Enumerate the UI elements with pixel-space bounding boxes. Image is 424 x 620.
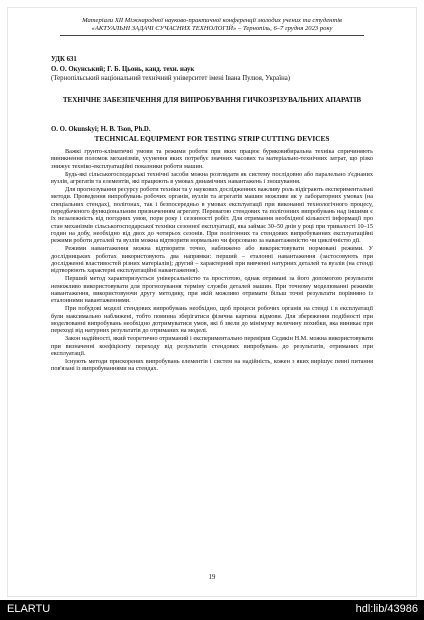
repository-footer-bar bbox=[0, 600, 424, 620]
udk-code: УДК 631 bbox=[51, 56, 77, 63]
article-body bbox=[51, 148, 373, 372]
title-en: TECHNICAL EQUIPMENT FOR TESTING STRIP CUTTING DEVICES bbox=[94, 134, 330, 143]
affiliation: (Тернопільський національний технічний університет імені Івана Пулюя, Україна) bbox=[51, 75, 291, 82]
paragraph: Будь-які сільськогосподарські технічні засоби можна розглядати як систему послідовно або паралельно з'єднаних вузлів, агрегатів та елементів, які працюють в умовах динамічних навантажень і зношування. bbox=[51, 170, 373, 185]
document-page bbox=[8, 8, 416, 596]
paragraph: Режими навантаження можна відтворити точно, наближено або використовувати нормовані режими. У дослідницьких роботах використовують два напрямки: перший – еталонні навантаження (застосовують при дослідженні властивостей різних матеріалів); другий – характерний при вивченні натурних деталей та вузлів (на стенді відтворюють характерні експлуатаційні навантаження). bbox=[51, 245, 373, 275]
paragraph: Закон надійності, який теоретично отриманий і експериментально перевірив Сєдякін Н.М. можна використовувати при визначенні коефіцієнту переходу від результатів стендових випробувань до результатів, отриманих при експлуатації. bbox=[51, 335, 373, 357]
paragraph: При побудові моделі стендових випробувань необхідно, щоб процеси робочих органів на стенді і в експлуатації були максимально наближені, тобто повинна зберігатися фізична картина відмови. Для збереження подібності при моделюванні випробувань необхідно дотримуватися умов, які б звели до мінімуму величину похибки, яка виникає при переході від натурних результатів до отриманих на моделі. bbox=[51, 305, 373, 335]
paragraph: Для прогнозування ресурсу роботи техніки та у наукових дослідженнях важливу роль відіграють експериментальні методи. Проведення випробувань робочих органів, вузлів та агрегатів машин можливе як у лабораторних умовах (на спеціальних стендах), полігонах, так і безпосередньо в умовах експлуатації при виконанні технологічного процесу, передбаченого функціональним призначенням агрегату. Перевагою стендових та полігонних випробувань над іншими є їх незалежність від погодних умов, пори року і сезонності робіт. Для отримання необхідної кількості інформації про стан механізмів сільськогосподарської техніки сезонної експлуатації, яка займає 30–50 днів у році при тривалості 10–15 годин на добу, необхідно від двох до чотирьох сезонів. При полігонних та стендових випробуваннях експлуатаційні режими роботи деталей та вузлів можна відтворити нормально чи форсовано за навантаженістю чи циклічністю дії. bbox=[51, 186, 373, 245]
page-number: 19 bbox=[208, 574, 216, 581]
authors-en: O. O. Okunskyi; H. B. Tson, Ph.D. bbox=[51, 126, 151, 133]
paragraph: Перший метод характеризується універсальністю та простотою, однак отримані за його допомогою результати неможливо використовувати для прогнозування терміну служби деталей машин. При точному моделюванні режимів навантаження, використовуючи другу методику, при якій можливо отримати більш точні результати порівняно із еталонними навантаженнями. bbox=[51, 275, 373, 305]
paragraph: Існують методи прискорених випробувань елементів і систем на надійність, кожен з яких вирішує певні питання пов'язані із випробуваннями на стендах. bbox=[51, 357, 373, 373]
header-rule bbox=[60, 35, 364, 36]
title-ua: ТЕХНІЧНЕ ЗАБЕЗПЕЧЕННЯ ДЛЯ ВИПРОБУВАННЯ ГИЧКОЗРІЗУВАЛЬНИХ АПАРАТІВ bbox=[62, 96, 362, 104]
header-line-2: «АКТУАЛЬНІ ЗАДАЧІ СУЧАСНИХ ТЕХНОЛОГІЙ» – Тернопіль, 6–7 грудня 2023 року bbox=[91, 25, 333, 32]
authors-ua: О. О. Окунський; Г. Б. Цьонь, канд. техн. наук bbox=[51, 66, 195, 73]
paragraph: Важкі грунто-кліматичні умови та режими роботи при яких працює буряковибиральна техніка спричиняють виникнення поломок механізмів, усунення яких потребує значних часових та матеріально-технічних затрат, що різко знижує техніко-експлуатаційні показники роботи машин. bbox=[51, 148, 373, 170]
conference-header bbox=[18, 17, 406, 33]
repository-name: ELARTU bbox=[7, 603, 51, 615]
header-line-1: Матеріали XII Міжнародної науково-практичної конференції молодих учених та студентів bbox=[82, 17, 342, 24]
handle-id: hdl:lib/43986 bbox=[355, 603, 418, 615]
